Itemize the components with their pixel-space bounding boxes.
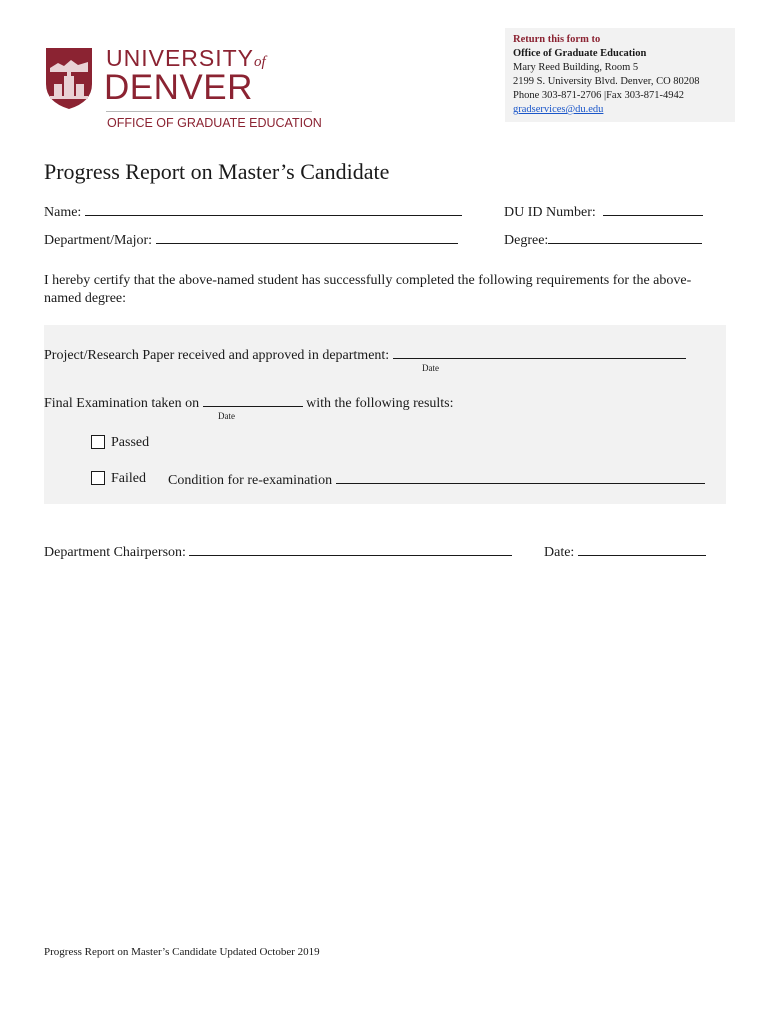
project-label: Project/Research Paper received and approved in department: [44,348,390,363]
signature-date-label: Date: [544,545,575,560]
department-label: Department/Major: [44,233,153,248]
du-id-field[interactable] [603,202,703,216]
name-label: Name: [44,205,82,220]
page-title: Progress Report on Master’s Candidate [44,159,390,184]
du-id-row [504,202,703,222]
condition-field[interactable] [336,470,705,484]
certification-text: I hereby certify that the above-named student has successfully completed the following requirements for the above-named degree: [44,273,692,306]
department-row [44,230,458,250]
exam-row [44,393,454,413]
failed-label: Failed [111,471,146,486]
exam-label: Final Examination taken on [44,396,200,411]
project-row [44,345,686,365]
return-phone-fax: Phone 303-871-2706 |Fax 303-871-4942 [513,90,684,101]
email-link[interactable]: gradservices@du.edu [513,104,604,115]
passed-checkbox[interactable] [91,435,105,449]
exam-suffix: with the following results: [306,396,454,411]
name-row [44,202,462,222]
signature-date-field[interactable] [578,542,706,556]
return-office: Office of Graduate Education [513,48,647,59]
logo-divider [106,111,312,112]
logo-wordmark-denver: DENVER [104,68,253,107]
degree-label: Degree: [504,233,549,248]
degree-field[interactable] [548,230,702,244]
signature-date-row [544,542,706,562]
du-id-label: DU ID Number: [504,205,596,220]
chairperson-row [44,542,512,562]
footer-text: Progress Report on Master’s Candidate Updated October 2019 [44,946,320,958]
exam-date-field[interactable] [203,393,303,407]
return-title: Return this form to [513,34,601,45]
chairperson-label: Department Chairperson: [44,545,186,560]
name-field[interactable] [85,202,462,216]
logo-wordmark-university: UNIVERSITYof [106,45,266,71]
return-building: Mary Reed Building, Room 5 [513,62,639,73]
failed-checkbox[interactable] [91,471,105,485]
return-address: 2199 S. University Blvd. Denver, CO 80208 [513,76,700,87]
exam-date-caption: Date [218,411,235,421]
degree-row [504,230,702,250]
passed-label: Passed [111,435,150,450]
project-date-caption: Date [422,363,439,373]
return-address-box [505,28,735,122]
condition-row [168,470,705,490]
logo-office-name: OFFICE OF GRADUATE EDUCATION [107,116,322,130]
chairperson-signature-field[interactable] [189,542,512,556]
university-shield-logo [44,46,94,110]
project-date-field[interactable] [393,345,686,359]
department-field[interactable] [156,230,458,244]
condition-label: Condition for re-examination [168,473,333,488]
